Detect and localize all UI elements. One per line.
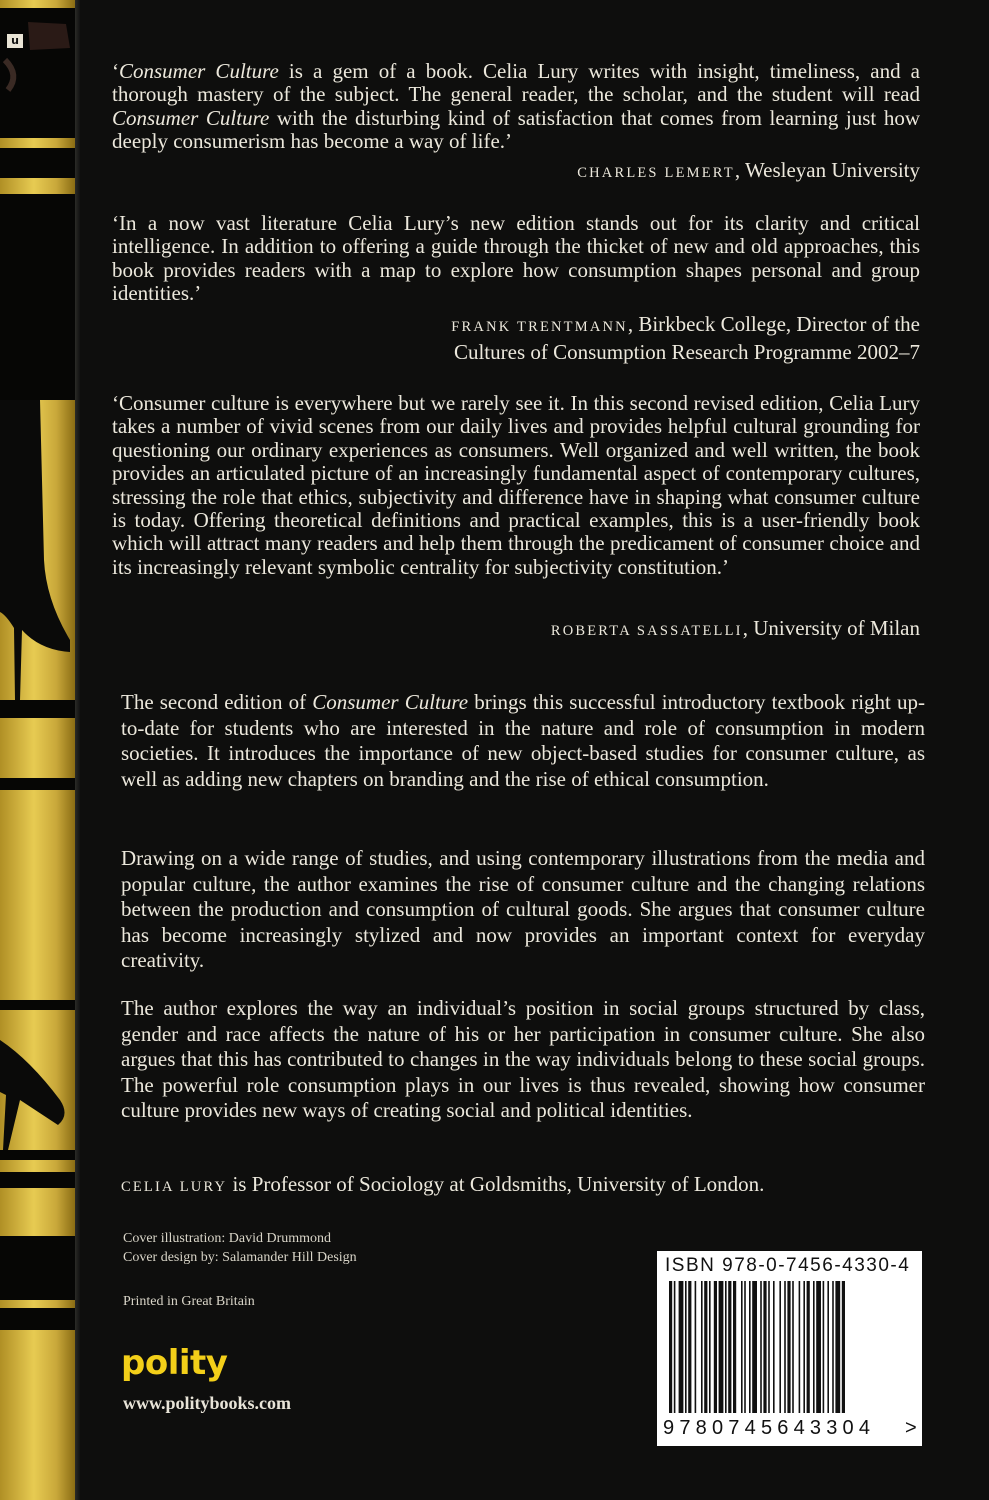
barcode-bar [760, 1281, 762, 1413]
publisher-url[interactable]: www.politybooks.com [123, 1393, 292, 1413]
barcode-bar [763, 1281, 766, 1413]
barcode-bar [773, 1281, 775, 1413]
barcode-bar [807, 1281, 810, 1413]
barcode-bar [816, 1281, 821, 1413]
barcode-bar [688, 1281, 691, 1413]
barcode-bar [744, 1281, 746, 1413]
barcode-bar [701, 1281, 703, 1413]
barcode-bar [733, 1281, 736, 1413]
description-paragraph: The second edition of Consumer Culture brings this successful introductory textbook right up-to-date for students who are interested in the nature and role of consumption in modern societies. It introduces the importance of new object-based studies for consumer culture, as well as adding new chapters on branding and the rise of ethical consumption. [121, 690, 925, 791]
isbn-label: ISBN 978-0-7456-4330-4 [665, 1255, 911, 1276]
reviewer-name: ROBERTA SASSATELLI [550, 623, 743, 639]
reviewer-name: FRANK TRENTMANN [451, 319, 628, 335]
barcode-bar [787, 1281, 790, 1413]
reviewer-name: CHARLES LEMERT [577, 165, 735, 181]
review-attribution [120, 616, 920, 644]
barcode-bar [823, 1281, 825, 1413]
barcode-bar [842, 1281, 845, 1413]
author-name: CELIA LURY [121, 1179, 228, 1195]
isbn-barcode [657, 1251, 922, 1446]
author-bio [121, 1172, 925, 1201]
barcode-bar [832, 1281, 834, 1413]
printed-in-note: Printed in Great Britain [123, 1294, 255, 1309]
isbn-quiet-zone-marker: > [905, 1417, 917, 1439]
reviewer-affiliation: , Birkbeck College, Director of the [627, 312, 920, 336]
isbn-digits: 9780745643304 [663, 1417, 876, 1439]
barcode-bar [685, 1281, 687, 1413]
shoe-silhouettes-illustration [0, 0, 75, 1500]
barcode-bar [749, 1281, 751, 1413]
reviewer-affiliation: , University of Milan [742, 616, 920, 640]
cover-design-credit: Cover design by: Salamander Hill Design [123, 1250, 357, 1265]
barcode-bar [784, 1281, 786, 1413]
barcode-bar [792, 1281, 794, 1413]
barcode-bar [741, 1281, 743, 1413]
spine-edge [75, 0, 80, 1500]
reviewer-affiliation: , Wesleyan University [734, 158, 920, 182]
author-bio-text: is Professor of Sociology at Goldsmiths, University of London. [227, 1172, 765, 1196]
barcode-bar [704, 1281, 707, 1413]
description-paragraph: Drawing on a wide range of studies, and using contemporary illustrations from the media and popular culture, the author examines the rise of consumer culture and the changing relations between the production and consumption of cultural goods. She argues that consumer culture has become increasingly stylized and now provides an important context for everyday creativity. [121, 846, 925, 972]
review-attribution [120, 312, 920, 365]
barcode-bar [695, 1281, 697, 1413]
review-attribution [120, 158, 920, 186]
review-quote: ‘In a now vast literature Celia Lury’s new edition stands out for its clarity and critical intelligence. In addition to offering a guide through the thicket of new and old approaches, this book provides readers with a map to explore how consumption shapes personal and group identities.’ [112, 211, 920, 306]
barcode-bar [799, 1281, 801, 1413]
barcode-bar [835, 1281, 840, 1413]
barcode-bars [669, 1281, 909, 1419]
barcode-bar [768, 1281, 770, 1413]
polity-logo: polity [121, 1343, 228, 1383]
barcode-bar [728, 1281, 731, 1413]
barcode-bar [719, 1281, 724, 1413]
barcode-bar [803, 1281, 805, 1413]
barcode-bar [752, 1281, 757, 1413]
review-quote: ‘Consumer Culture is a gem of a book. Celia Lury writes with insight, timeliness, and a thorough mastery of the subject. The general reader, the scholar, and the student will read Consumer Culture with the disturbing kind of satisfaction that comes from learning just how deeply consumerism has become a way of life.’ [112, 59, 920, 154]
barcode-bar [725, 1281, 727, 1413]
reviewer-affiliation-line2: Cultures of Consumption Research Programme 2002–7 [453, 340, 920, 364]
barcode-bar [709, 1281, 711, 1413]
barcode-bar [714, 1281, 717, 1413]
barcode-bar [679, 1281, 684, 1413]
u-label-icon: u [7, 34, 23, 48]
cover-art-strip [0, 0, 75, 1500]
barcode-bar [827, 1281, 829, 1413]
barcode-bar [813, 1281, 815, 1413]
review-quote: ‘Consumer culture is everywhere but we rarely see it. In this second revised edition, Celia Lury takes a number of vivid scenes from our daily lives and provides helpful cultural grounding for questioning our ordinary experiences as consumers. Well organized and well written, the book provides an articulated picture of an increasingly fundamental aspect of contemporary cultures, stressing the role that ethics, subjectivity and difference have in shaping what consumer culture is today. Offering theoretical definitions and practical examples, this is a user-friendly book which will attract many readers and help them through the predicament of consumer choice and its increasingly relevant symbolic centrality for subjectivity constitution.’ [112, 391, 920, 579]
barcode-bar [674, 1281, 676, 1413]
cover-illustration-credit: Cover illustration: David Drummond [123, 1231, 332, 1246]
barcode-bar [779, 1281, 781, 1413]
barcode-bar [669, 1281, 672, 1413]
description-paragraph: The author explores the way an individual’s position in social groups structured by class, gender and race affects the nature of his or her participation in consumer culture. She also argues that this has contributed to changes in the way individuals belong to these social groups. The powerful role consumption plays in our lives is thus revealed, showing how consumer culture provides new ways of creating social and political identities. [121, 996, 925, 1122]
